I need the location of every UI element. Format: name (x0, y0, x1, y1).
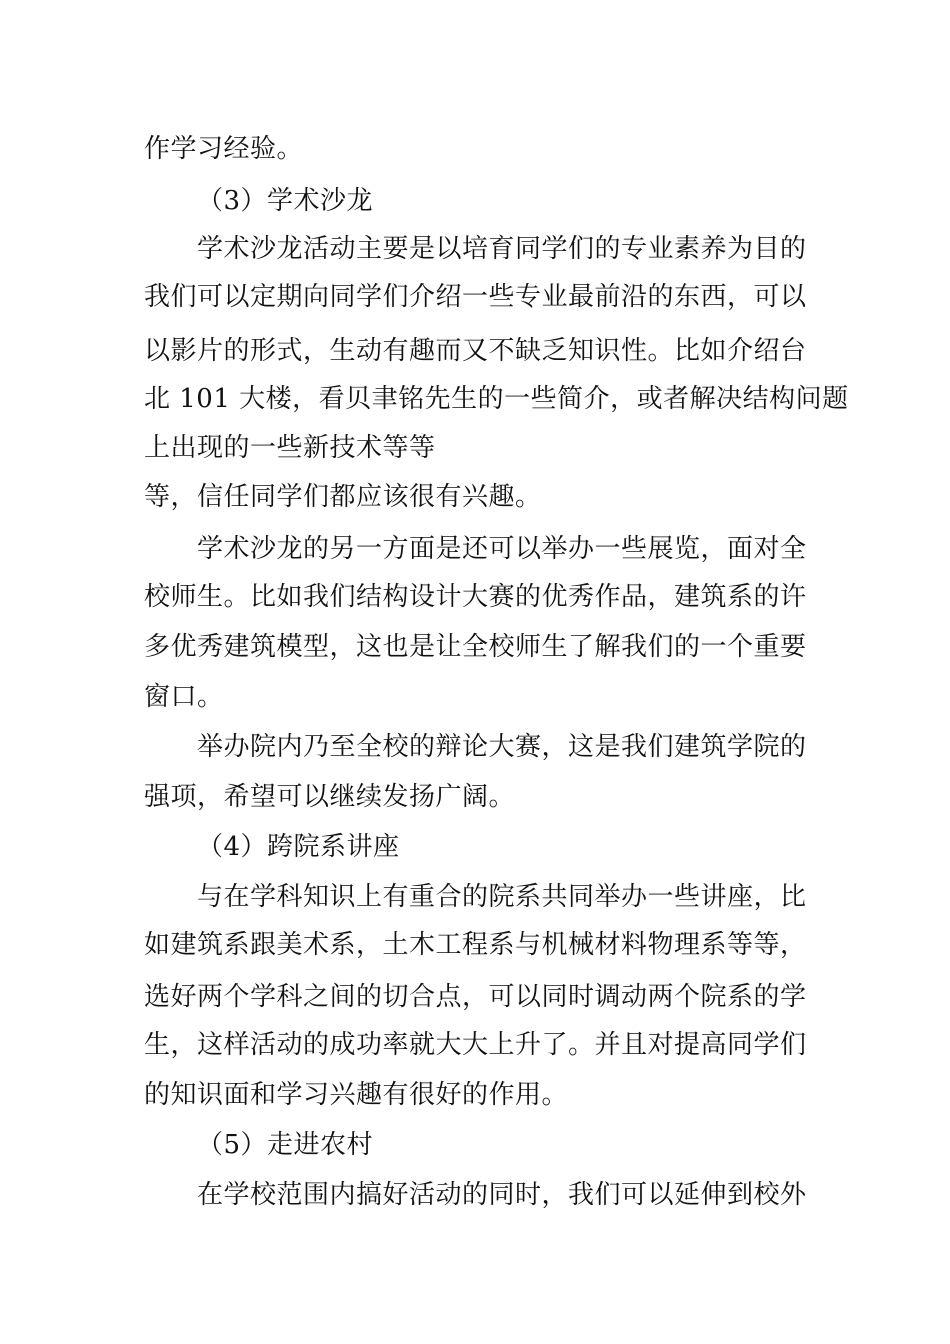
paragraph-line: 北 101 大楼，看贝聿铭先生的一些简介，或者解决结构问题 (144, 384, 849, 414)
paragraph-line: 多优秀建筑模型，这也是让全校师生了解我们的一个重要 (144, 632, 807, 662)
paragraph-line: 我们可以定期向同学们介绍一些专业最前沿的东西，可以 (144, 282, 807, 312)
paragraph-line: 窗口。 (144, 682, 224, 712)
section-heading-3: （3）学术沙龙 (197, 186, 374, 216)
paragraph-line: 在学校范围内搞好活动的同时，我们可以延伸到校外 (197, 1180, 807, 1210)
paragraph-line: 学术沙龙的另一方面是还可以举办一些展览，面对全 (197, 534, 807, 564)
paragraph-line: 如建筑系跟美术系，土木工程系与机械材料物理系等等， (144, 930, 807, 960)
paragraph-line: 生，这样活动的成功率就大大上升了。并且对提高同学们 (144, 1030, 807, 1060)
paragraph-line: 作学习经验。 (144, 134, 304, 164)
paragraph-line: 选好两个学科之间的切合点，可以同时调动两个院系的学 (144, 982, 807, 1012)
paragraph-line: 学术沙龙活动主要是以培育同学们的专业素养为目的 (197, 234, 807, 264)
section-heading-4: （4）跨院系讲座 (197, 832, 400, 862)
section-heading-5: （5）走进农村 (197, 1130, 374, 1160)
paragraph-line: 强项，希望可以继续发扬广阔。 (144, 782, 516, 812)
paragraph-line: 等，信任同学们都应该很有兴趣。 (144, 482, 542, 512)
paragraph-line: 校师生。比如我们结构设计大赛的优秀作品，建筑系的许 (144, 582, 807, 612)
paragraph-line: 的知识面和学习兴趣有很好的作用。 (144, 1080, 569, 1110)
paragraph-line: 上出现的一些新技术等等 (144, 433, 436, 463)
paragraph-line: 举办院内乃至全校的辩论大赛，这是我们建筑学院的 (197, 732, 807, 762)
paragraph-line: 与在学科知识上有重合的院系共同举办一些讲座，比 (197, 882, 807, 912)
paragraph-line: 以影片的形式，生动有趣而又不缺乏知识性。比如介绍台 (144, 336, 807, 366)
